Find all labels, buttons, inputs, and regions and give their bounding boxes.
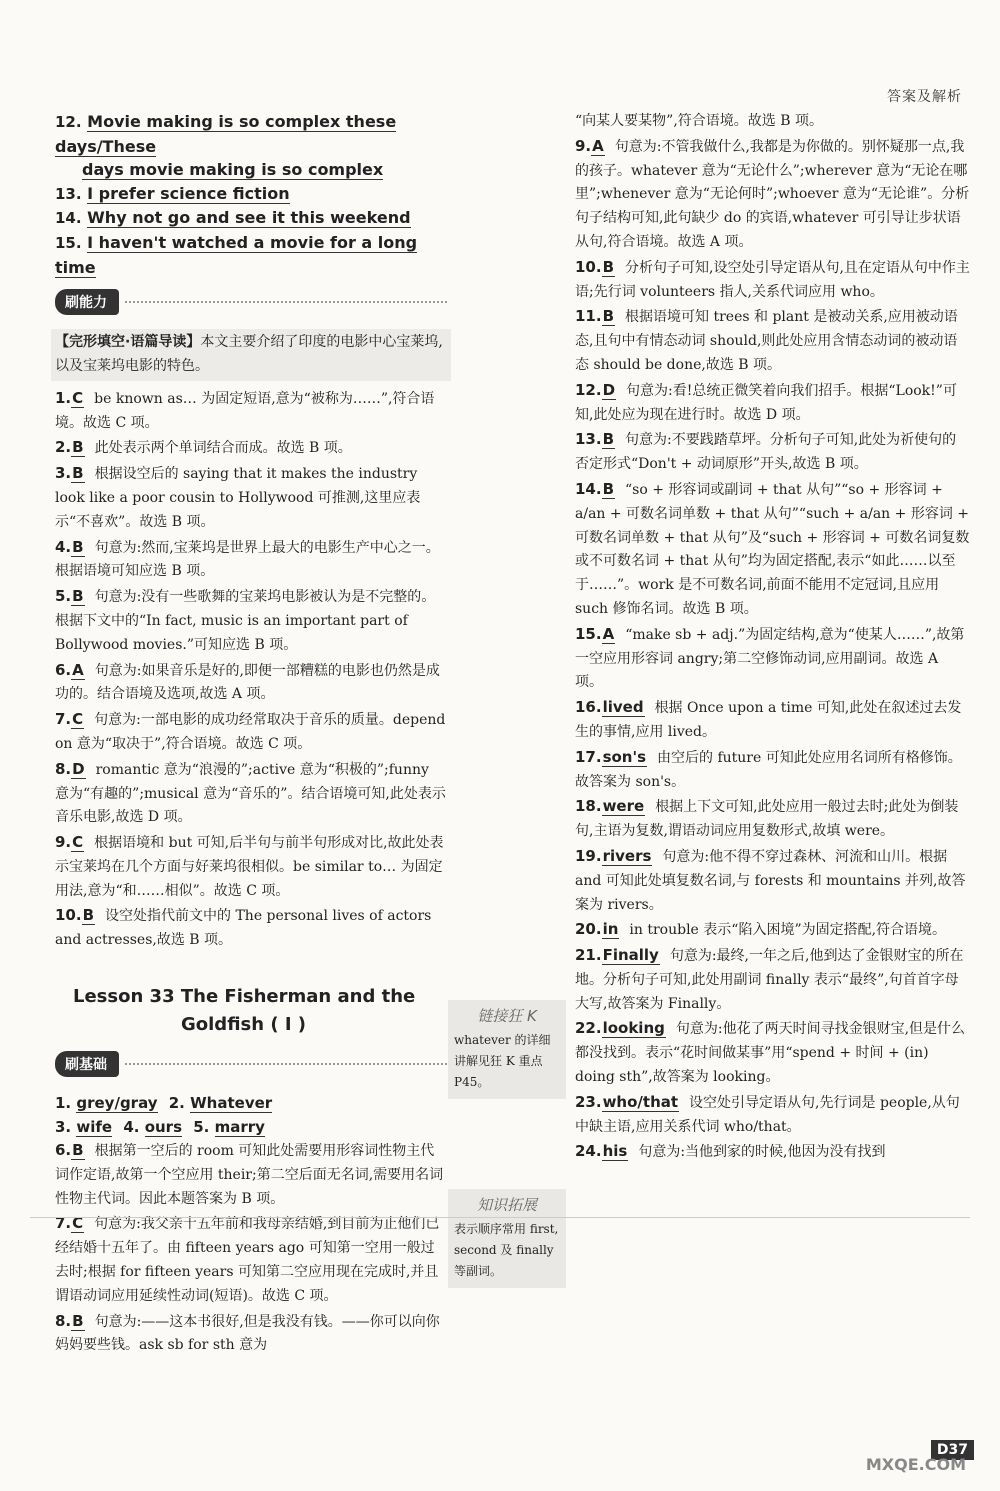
- answer-item: 23.who/that 设空处引导定语从句,先行词是 people,从句中缺主语,应用关系代词 who/that。: [575, 1092, 960, 1135]
- answer-item: 12.D 句意为:看!总统正微笑着向我们招手。根据“Look!”可知,此处应为现在进行时。故选 D 项。: [575, 380, 957, 423]
- answer-item: 17.son's 由空后的 future 可知此处应用名词所有格修饰。故答案为 son's。: [575, 747, 962, 790]
- divider: [125, 301, 447, 303]
- sentence-answer: 12. Movie making is so complex these days/These days movie making is so complex: [55, 112, 397, 180]
- answer-item: 5.B 句意为:没有一些歌舞的宝莱坞电影被认为是不完整的。根据下文中的“In fact, music is an important part of Bollywood movies.”可知应选 B 项。: [55, 587, 436, 653]
- running-header: 答案及解析: [887, 89, 962, 105]
- answer-item: 18.were 根据上下文可知,此处应用一般过去时;此处为倒装句,主语为复数,谓语动词应用复数形式,故填 were。: [575, 797, 959, 840]
- answer-item: 8.D romantic 意为“浪漫的”;active 意为“积极的”;funny 意为“有趣的”;musical 意为“音乐的”。结合语境可知,此处表示音乐电影,故选 D 项。: [55, 759, 446, 826]
- answer-item: 9.C 根据语境和 but 可知,后半句与前半句形成对比,故此处表示宝莱坞在几个方面与好莱坞很相似。be similar to… 为固定用法,意为“和……相似”。故选 C 项。: [55, 833, 444, 899]
- answer-item: 21.Finally 句意为:最终,一年之后,他到达了金银财宝的所在地。分析句子可知,此处用副词 finally 表示“最终”,句首首字母大写,故答案为 Finally。: [575, 946, 964, 1012]
- answer-item: 7.C 句意为:一部电影的成功经常取决于音乐的质量。depend on 意为“取决于”,符合语境。故选 C 项。: [55, 710, 446, 752]
- page-number: D37: [931, 1440, 974, 1460]
- reading-guide: 【完形填空·语篇导读】本文主要介绍了印度的电影中心宝莱坞,以及宝莱坞电影的特色。: [51, 329, 451, 381]
- section-tag-label: 刷基础: [55, 1051, 119, 1077]
- answer-item: 10.B 设空处指代前文中的 The personal lives of actors and actresses,故选 B 项。: [55, 906, 432, 949]
- divider: [30, 1217, 970, 1218]
- continued-text: “向某人要某物”,符合语境。故选 B 项。: [575, 113, 823, 129]
- sentence-answer: 15. I haven't watched a movie for a long time: [55, 232, 418, 277]
- answer-item: 11.B 根据语境可知 trees 和 plant 是被动关系,应用被动语态,且句中有情态动词 should,则此处应用含情态动词的被动语态 should be done,故选 B 项。: [575, 307, 958, 373]
- sentence-answer: 14. Why not go and see it this weekend: [55, 208, 411, 228]
- left-column: [55, 110, 447, 1359]
- answer-item: 6.A 句意为:如果音乐是好的,即便一部糟糕的电影也仍然是成功的。结合语境及选项,故选 A 项。: [55, 660, 440, 703]
- lesson-title: Lesson 33 The Fisherman and the Goldfish ( Ⅰ ): [73, 986, 416, 1036]
- section-tag: [55, 1051, 447, 1077]
- answer-item: 20.in in trouble 表示“陷入困境”为固定搭配,符合语境。: [575, 920, 947, 939]
- answer-item: 14.B “so + 形容词或副词 + that 从句”“so + 形容词 + a/an + 可数名词单数 + that 从句”“such + a/an + 形容词 + 可数名词单数 + that 从句”及“such + 形容词 + 可数名词复数或不可数名词 + that 从句”均为固定搭配,表示“如此……以至于……”。work 是不可数名词,前面不能用不定冠词,且应用 such 修饰名词。故选 B 项。: [575, 479, 970, 617]
- watermark: MXQE.COM: [865, 1455, 966, 1474]
- answer-item: 10.B 分析句子可知,设空处引导定语从句,且在定语从句中作主语;先行词 volunteers 指人,关系代词应用 who。: [575, 257, 970, 300]
- answer-item: 6.B 根据第一空后的 room 可知此处需要用形容词性物主代词作定语,故第一个空应用 their;第二空后面无名词,需要用名词性物主代词。因此本题答案为 B 项。: [55, 1141, 444, 1207]
- section-tag-label: 刷能力: [55, 289, 119, 315]
- fill-answers-row: 1. grey/gray 2. Whatever: [55, 1094, 273, 1113]
- answer-item: 22.looking 句意为:他花了两天时间寻找金银财宝,但是什么都没找到。表示“花时间做某事”用“spend + 时间 + (in) doing sth”,故答案为 looking。: [575, 1019, 966, 1086]
- margin-notes: [448, 1000, 566, 1378]
- answer-item: 9.A 句意为:不管我做什么,我都是为你做的。别怀疑那一点,我的孩子。whatever 意为“无论什么”;wherever 意为“无论在哪里”;whenever 意为“无论何时”;whoever 意为“无论谁”。分析句子结构可知,此句缺少 do 的宾语,whatever 可引导让步状语从句,符合语境。故选 A 项。: [575, 136, 970, 250]
- divider: [125, 1063, 447, 1065]
- answer-list: [55, 1139, 447, 1358]
- side-note: 链接狂 K whatever 的详细讲解见狂 K 重点 P45。: [448, 1000, 566, 1099]
- answer-item: 15.A “make sb + adj.”为固定结构,意为“使某人……”,故第一空应用形容词 angry;第二空修饰动词,应用副词。故选 A 项。: [575, 624, 965, 691]
- answer-item: 13.B 句意为:不要践踏草坪。分析句子可知,此处为祈使句的否定形式“Don't + 动词原形”开头,故选 B 项。: [575, 430, 957, 473]
- right-column: [575, 110, 970, 1166]
- sentence-answer: 13. I prefer science fiction: [55, 183, 290, 203]
- answer-list: [55, 387, 447, 953]
- answer-item: 24.his 句意为:当他到家的时候,他因为没有找到: [575, 1142, 886, 1161]
- answer-item: 3.B 根据设空后的 saying that it makes the industry look like a poor cousin to Hollywood 可推测,这里应表示“不喜欢”。故选 B 项。: [55, 464, 421, 530]
- answer-item: 7.C 句意为:我父亲十五年前和我母亲结婚,到目前为止他们已经结婚十五年了。由 fifteen years ago 可知第一空用一般过去时;根据 for fifteen years 可知第二空应用现在完成时,并且谓语动词应用延续性动词(短语)。故选 C 项。: [55, 1214, 440, 1304]
- answer-item: 2.B 此处表示两个单词结合而成。故选 B 项。: [55, 438, 352, 457]
- answer-item: 1.C be known as… 为固定短语,意为“被称为……”,符合语境。故选 C 项。: [55, 388, 435, 431]
- answer-item: 4.B 句意为:然而,宝莱坞是世界上最大的电影生产中心之一。根据语境可知应选 B 项。: [55, 537, 440, 580]
- side-note: 知识拓展 表示顺序常用 first, second 及 finally 等副词。: [448, 1189, 566, 1288]
- fill-answers-row: 3. wife 4. ours 5. marry: [55, 1118, 265, 1137]
- answer-item: 8.B 句意为:——这本书很好,但是我没有钱。——你可以向你妈妈要些钱。ask sb for sth 意为: [55, 1311, 440, 1354]
- answer-item: 19.rivers 句意为:他不得不穿过森林、河流和山川。根据 and 可知此处填复数名词,与 forests 和 mountains 并列,故答案为 rivers。: [575, 846, 966, 913]
- section-tag: [55, 289, 447, 315]
- answer-item: 16.lived 根据 Once upon a time 可知,此处在叙述过去发生的事情,应用 lived。: [575, 698, 962, 740]
